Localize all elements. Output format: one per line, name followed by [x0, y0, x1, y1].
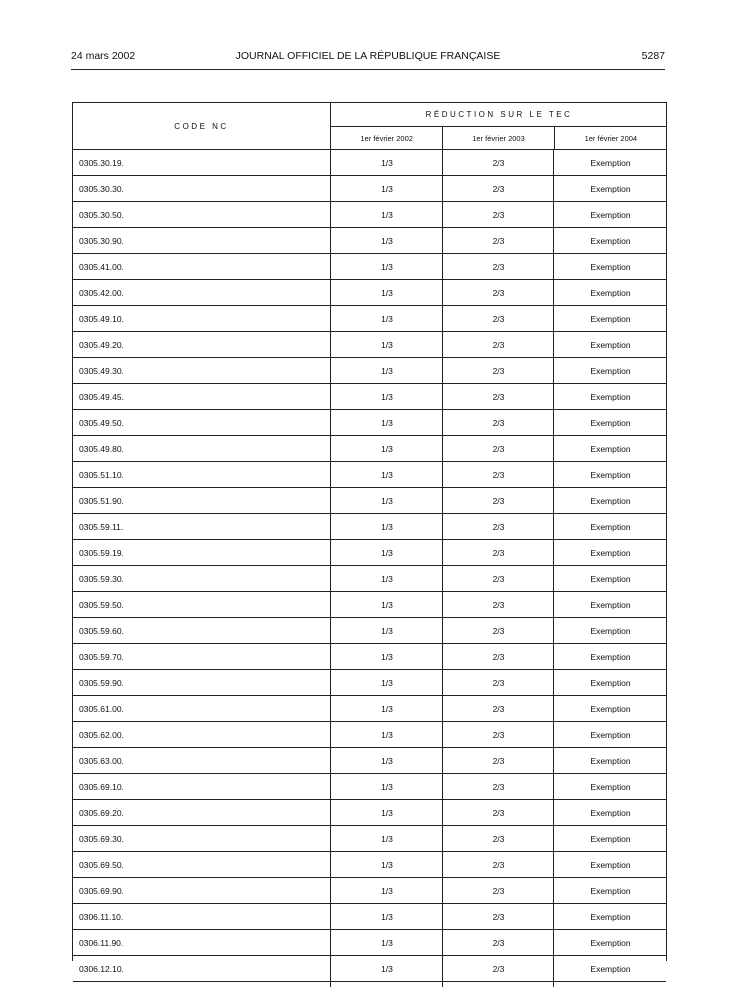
reduction-2003-cell: 2/3	[442, 358, 554, 383]
table-row	[73, 878, 666, 904]
reduction-2004-cell: Exemption	[553, 618, 667, 643]
sub-header-2002: 1er février 2002	[360, 133, 413, 143]
code-cell: 0305.69.30.	[79, 833, 124, 844]
table-row	[73, 436, 666, 462]
reduction-2004-cell: Exemption	[553, 930, 667, 955]
reduction-2002-cell: 1/3	[330, 826, 443, 851]
code-cell: 0305.59.90.	[79, 677, 124, 688]
tariff-table	[72, 102, 667, 974]
reduction-2004-cell: Exemption	[553, 670, 667, 695]
reduction-2004-cell: Exemption	[553, 852, 667, 877]
reduction-2003-cell: 2/3	[442, 774, 554, 799]
code-nc-header: CODE NC	[174, 121, 229, 131]
table-row	[73, 930, 666, 956]
reduction-2004-cell: Exemption	[553, 748, 667, 773]
reduction-2002-cell: 1/3	[330, 150, 443, 175]
reduction-2003-cell: 2/3	[442, 930, 554, 955]
reduction-2003-cell: 2/3	[442, 462, 554, 487]
reduction-2004-cell: Exemption	[553, 436, 667, 461]
table-row	[73, 826, 666, 852]
reduction-2002-cell: 1/3	[330, 280, 443, 305]
reduction-2002-cell: 1/3	[330, 800, 443, 825]
table-row	[73, 488, 666, 514]
table-row	[73, 176, 666, 202]
reduction-2004-cell: Exemption	[553, 514, 667, 539]
code-cell: 0305.51.90.	[79, 495, 124, 506]
reduction-2003-cell: 2/3	[442, 488, 554, 513]
reduction-2002-cell: 1/3	[330, 540, 443, 565]
reduction-2004-cell: Exemption	[553, 254, 667, 279]
reduction-2002-cell: 1/3	[330, 852, 443, 877]
reduction-2002-cell: 1/3	[330, 358, 443, 383]
reduction-2004-cell: Exemption	[553, 228, 667, 253]
page-header	[71, 50, 665, 70]
code-cell: 0305.49.10.	[79, 313, 124, 324]
reduction-2003-cell: 2/3	[442, 800, 554, 825]
code-cell: 0305.59.50.	[79, 599, 124, 610]
reduction-2004-cell: Exemption	[553, 774, 667, 799]
reduction-2003-cell: 2/3	[442, 540, 554, 565]
table-row	[73, 696, 666, 722]
code-cell: 0305.59.70.	[79, 651, 124, 662]
reduction-2003-cell: 2/3	[442, 696, 554, 721]
table-row	[73, 514, 666, 540]
table-row	[73, 956, 666, 982]
reduction-2003-cell: 2/3	[442, 592, 554, 617]
table-row	[73, 280, 666, 306]
code-cell: 0305.30.90.	[79, 235, 124, 246]
code-cell: 0305.59.60.	[79, 625, 124, 636]
code-cell: 0305.59.19.	[79, 547, 124, 558]
reduction-2002-cell: 1/3	[330, 514, 443, 539]
table-header	[73, 103, 666, 150]
table-row	[73, 358, 666, 384]
reduction-2004-cell: Exemption	[553, 904, 667, 929]
table-row	[73, 722, 666, 748]
reduction-2004-cell: Exemption	[553, 176, 667, 201]
code-cell: 0306.11.90.	[79, 937, 124, 948]
header-rule	[71, 69, 665, 70]
table-row	[73, 228, 666, 254]
reduction-2002-cell: 1/3	[330, 488, 443, 513]
reduction-2002-cell: 1/3	[330, 202, 443, 227]
reduction-2004-cell: Exemption	[553, 488, 667, 513]
code-cell: 0305.30.30.	[79, 183, 124, 194]
code-cell: 0305.69.20.	[79, 807, 124, 818]
reduction-2002-cell: 1/3	[330, 228, 443, 253]
reduction-2004-cell: Exemption	[553, 540, 667, 565]
table-row	[73, 618, 666, 644]
reduction-2002-cell: 1/3	[330, 774, 443, 799]
reduction-2004-cell: Exemption	[553, 592, 667, 617]
reduction-2003-cell: 2/3	[442, 514, 554, 539]
reduction-2004-cell: Exemption	[553, 384, 667, 409]
reduction-2002-cell: 1/3	[330, 462, 443, 487]
table-row	[73, 748, 666, 774]
table-row	[73, 904, 666, 930]
reduction-2003-cell: 2/3	[442, 332, 554, 357]
code-cell: 0305.59.30.	[79, 573, 124, 584]
table-row	[73, 254, 666, 280]
reduction-2003-cell: 2/3	[442, 644, 554, 669]
code-cell: 0305.49.30.	[79, 365, 124, 376]
reduction-2004-cell: Exemption	[553, 826, 667, 851]
page-number: 5287	[641, 50, 665, 62]
reduction-2002-cell: 1/3	[330, 670, 443, 695]
reduction-2003-cell: 2/3	[442, 618, 554, 643]
reduction-2002-cell: 1/3	[330, 306, 443, 331]
code-cell: 0305.49.20.	[79, 339, 124, 350]
table-continuation	[73, 982, 666, 987]
reduction-2003-cell: 2/3	[442, 748, 554, 773]
reduction-2004-cell: Exemption	[553, 956, 667, 981]
table-body	[73, 150, 666, 982]
code-cell: 0306.12.10.	[79, 963, 124, 974]
code-cell: 0305.63.00.	[79, 755, 124, 766]
table-row	[73, 150, 666, 176]
code-cell: 0305.41.00.	[79, 261, 124, 272]
code-cell: 0305.59.11.	[79, 521, 124, 532]
table-row	[73, 202, 666, 228]
reduction-2002-cell: 1/3	[330, 722, 443, 747]
code-cell: 0306.11.10.	[79, 911, 124, 922]
reduction-2003-cell: 2/3	[442, 306, 554, 331]
reduction-2002-cell: 1/3	[330, 410, 443, 435]
reduction-2002-cell: 1/3	[330, 956, 443, 981]
code-cell: 0305.69.10.	[79, 781, 124, 792]
reduction-2003-cell: 2/3	[442, 176, 554, 201]
reduction-2004-cell: Exemption	[553, 878, 667, 903]
reduction-2004-cell: Exemption	[553, 202, 667, 227]
table-row	[73, 384, 666, 410]
table-row	[73, 800, 666, 826]
code-cell: 0305.42.00.	[79, 287, 124, 298]
reduction-2002-cell: 1/3	[330, 592, 443, 617]
reduction-2004-cell: Exemption	[553, 410, 667, 435]
code-cell: 0305.62.00.	[79, 729, 124, 740]
reduction-2003-cell: 2/3	[442, 904, 554, 929]
reduction-2004-cell: Exemption	[553, 306, 667, 331]
reduction-2003-cell: 2/3	[442, 436, 554, 461]
reduction-2002-cell: 1/3	[330, 930, 443, 955]
reduction-2003-cell: 2/3	[442, 202, 554, 227]
journal-title: JOURNAL OFFICIEL DE LA RÉPUBLIQUE FRANÇAISE	[235, 50, 501, 62]
code-cell: 0305.61.00.	[79, 703, 124, 714]
reduction-2004-cell: Exemption	[553, 696, 667, 721]
code-cell: 0305.69.90.	[79, 885, 124, 896]
sub-header-2003: 1er février 2003	[442, 127, 553, 149]
reduction-2002-cell: 1/3	[330, 618, 443, 643]
reduction-2004-cell: Exemption	[553, 358, 667, 383]
reduction-2002-cell: 1/3	[330, 566, 443, 591]
reduction-2003-cell: 2/3	[442, 722, 554, 747]
header-date: 24 mars 2002	[71, 50, 136, 62]
reduction-2002-cell: 1/3	[330, 254, 443, 279]
reduction-2003-cell: 2/3	[442, 150, 554, 175]
reduction-2002-cell: 1/3	[330, 748, 443, 773]
table-row	[73, 566, 666, 592]
reduction-2003-cell: 2/3	[442, 228, 554, 253]
reduction-2004-cell: Exemption	[553, 722, 667, 747]
table-row	[73, 774, 666, 800]
code-cell: 0305.49.50.	[79, 417, 124, 428]
reduction-2003-cell: 2/3	[442, 566, 554, 591]
sub-header-2004: 1er février 2004	[554, 127, 667, 149]
reduction-2002-cell: 1/3	[330, 696, 443, 721]
reduction-2004-cell: Exemption	[553, 644, 667, 669]
reduction-2002-cell: 1/3	[330, 332, 443, 357]
reduction-2003-cell: 2/3	[442, 852, 554, 877]
code-cell: 0305.51.10.	[79, 469, 124, 480]
reduction-2004-cell: Exemption	[553, 280, 667, 305]
table-row	[73, 644, 666, 670]
reduction-2003-cell: 2/3	[442, 410, 554, 435]
reduction-2002-cell: 1/3	[330, 436, 443, 461]
table-row	[73, 852, 666, 878]
table-row	[73, 592, 666, 618]
code-cell: 0305.49.80.	[79, 443, 124, 454]
reduction-header-group	[330, 103, 667, 149]
reduction-2002-cell: 1/3	[330, 176, 443, 201]
code-cell: 0305.69.50.	[79, 859, 124, 870]
reduction-2003-cell: 2/3	[442, 878, 554, 903]
table-row	[73, 462, 666, 488]
reduction-2004-cell: Exemption	[553, 332, 667, 357]
code-cell: 0305.49.45.	[79, 391, 124, 402]
reduction-2003-cell: 2/3	[442, 670, 554, 695]
code-cell: 0305.30.19.	[79, 157, 124, 168]
reduction-2004-cell: Exemption	[553, 150, 667, 175]
reduction-2004-cell: Exemption	[553, 462, 667, 487]
table-row	[73, 670, 666, 696]
reduction-2003-cell: 2/3	[442, 384, 554, 409]
reduction-2003-cell: 2/3	[442, 956, 554, 981]
table-row	[73, 332, 666, 358]
reduction-2004-cell: Exemption	[553, 800, 667, 825]
table-row	[73, 540, 666, 566]
code-cell: 0305.30.50.	[79, 209, 124, 220]
table-row	[73, 306, 666, 332]
reduction-2002-cell: 1/3	[330, 384, 443, 409]
reduction-header: RÉDUCTION SUR LE TEC	[331, 103, 667, 127]
reduction-2002-cell: 1/3	[330, 878, 443, 903]
reduction-2004-cell: Exemption	[553, 566, 667, 591]
reduction-2003-cell: 2/3	[442, 254, 554, 279]
table-row	[73, 410, 666, 436]
reduction-2003-cell: 2/3	[442, 280, 554, 305]
reduction-2002-cell: 1/3	[330, 904, 443, 929]
reduction-2002-cell: 1/3	[330, 644, 443, 669]
reduction-2003-cell: 2/3	[442, 826, 554, 851]
